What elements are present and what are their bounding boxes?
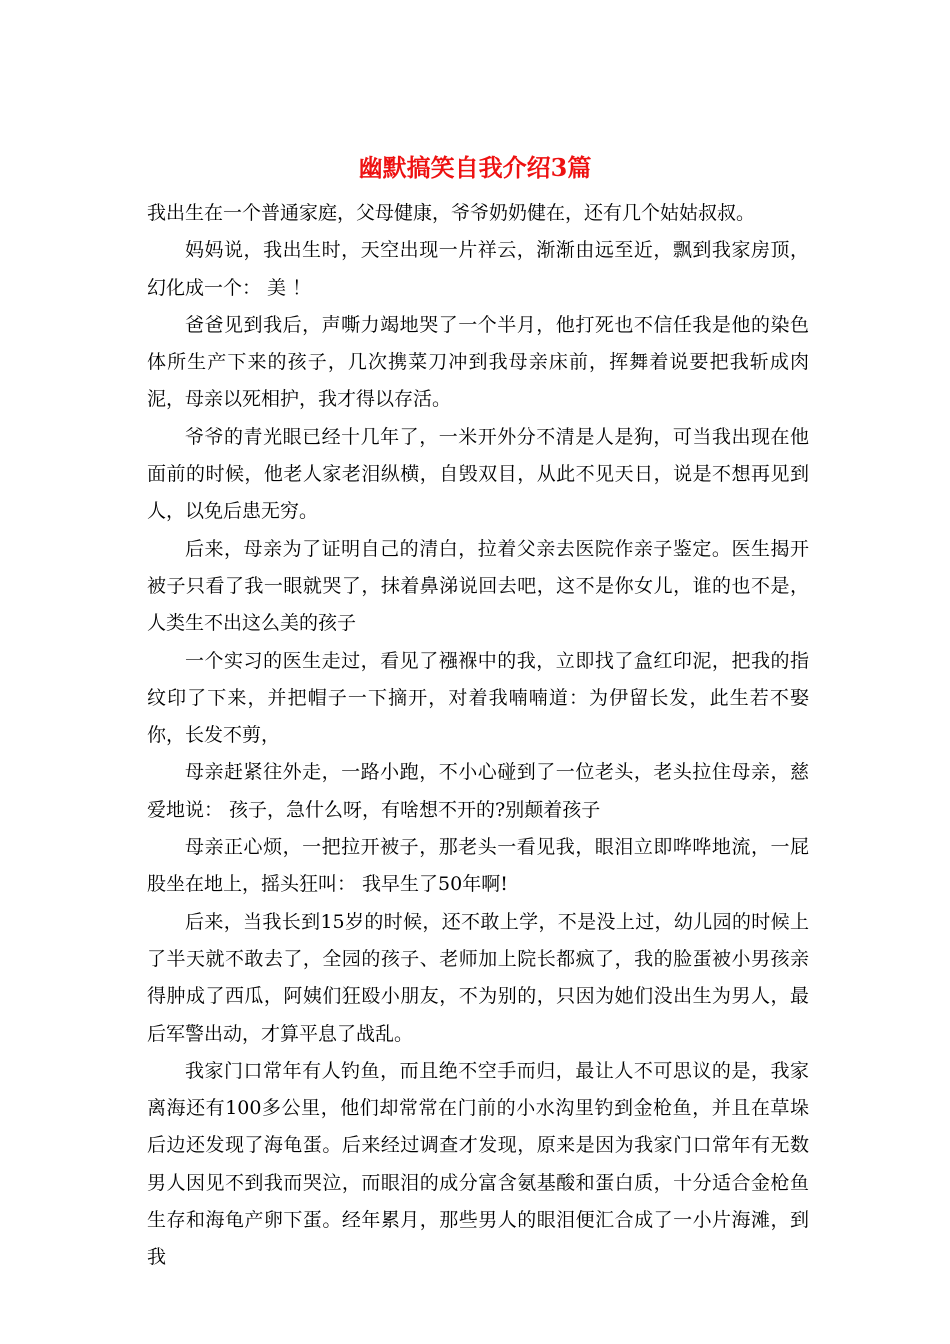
paragraph: 妈妈说，我出生时，天空出现一片祥云，渐渐由远至近，飘到我家房顶，幻化成一个： 美 ！ — [147, 239, 809, 299]
paragraph: 后来，当我长到15岁的时候，还不敢上学，不是没上过，幼儿园的时候上了半天就不敢去了，全园的孩子、老师加上院长都疯了，我的脸蛋被小男孩亲得肿成了西瓜，阿姨们狂殴小朋友，不为别的，只因为她们没出生为男人，最后军警出动，才算平息了战乱。 — [147, 910, 809, 1045]
paragraph: 后来，母亲为了证明自己的清白，拉着父亲去医院作亲子鉴定。医生揭开被子只看了我一眼就哭了，抹着鼻涕说回去吧，这不是你女儿，谁的也不是，人类生不出这么美的孩子 — [147, 537, 809, 635]
paragraph: 爷爷的青光眼已经十几年了，一米开外分不清是人是狗，可当我出现在他面前的时候，他老人家老泪纵横，自毁双目，从此不见天日，说是不想再见到人，以免后患无穷。 — [147, 425, 809, 523]
paragraph: 母亲正心烦，一把拉开被子，那老头一看见我，眼泪立即哗哗地流，一屁股坐在地上，摇头狂叫： 我早生了50年啊! — [147, 836, 809, 896]
paragraph: 一个实习的医生走过，看见了襁褓中的我，立即找了盒红印泥，把我的指纹印了下来，并把帽子一下摘开，对着我喃喃道：为伊留长发，此生若不娶你，长发不剪， — [147, 649, 809, 747]
document-title: 幽默搞笑自我介绍3篇 — [358, 153, 592, 182]
paragraph: 我家门口常年有人钓鱼，而且绝不空手而归，最让人不可思议的是，我家离海还有100多公里，他们却常常在门前的小水沟里钓到金枪鱼，并且在草垛后边还发现了海龟蛋。后来经过调查才发现，原来是因为我家门口常年有无数男人因见不到我而哭泣，而眼泪的成分富含氨基酸和蛋白质，十分适合金枪鱼生存和海龟产卵下蛋。经年累月，那些男人的眼泪便汇合成了一小片海滩，到我 — [147, 1059, 809, 1269]
paragraph: 爸爸见到我后，声嘶力竭地哭了一个半月，他打死也不信任我是他的染色体所生产下来的孩子，几次携菜刀冲到我母亲床前，挥舞着说要把我斩成肉泥，母亲以死相护，我才得以存活。 — [147, 313, 809, 411]
paragraph: 母亲赶紧往外走，一路小跑，不小心碰到了一位老头，老头拉住母亲，慈爱地说： 孩子，急什么呀，有啥想不开的?别颠着孩子 — [147, 761, 809, 821]
paragraph: 我出生在一个普通家庭，父母健康，爷爷奶奶健在，还有几个姑姑叔叔。 — [147, 202, 756, 224]
document-body — [147, 195, 809, 1277]
